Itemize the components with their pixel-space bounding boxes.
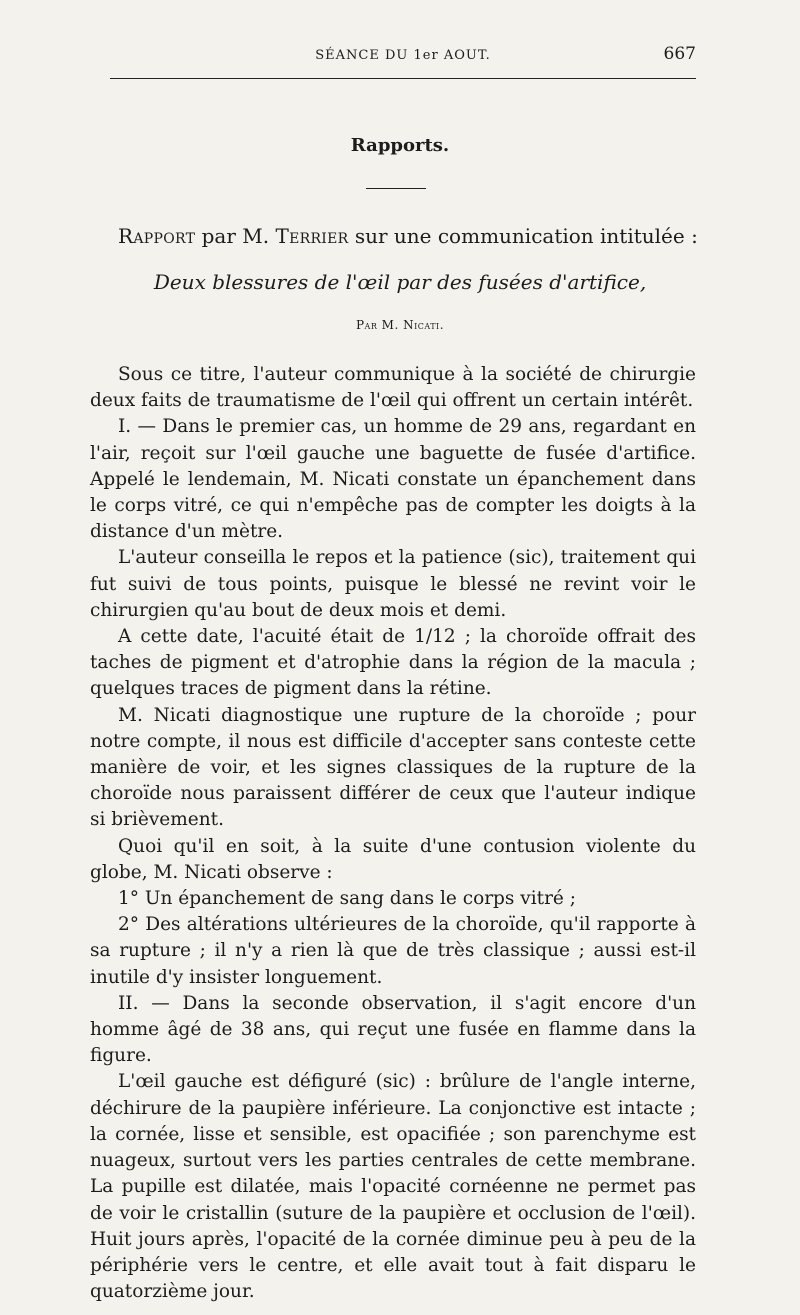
section-title: Rapports. xyxy=(350,135,450,156)
work-title: Deux blessures de l'œil par des fusées d'artifice, xyxy=(153,270,647,294)
title-divider xyxy=(366,188,426,189)
report-middle: par M. xyxy=(195,224,276,248)
paragraph: 1° Un épanchement de sang dans le corps vitré ; xyxy=(118,888,576,910)
paragraph: I. — Dans le premier cas, un homme de 29 ans, regardant en l'air, reçoit sur l'œil gauche une baguette de fusée d'artifice. Appelé le lendemain, M. Nicati constate un épanchement dans le corps vitré, ce qui n'empêche pas de compter les doigts à la distance d'un mètre. xyxy=(90,416,696,543)
page-header xyxy=(110,44,696,74)
paragraph: Quoi qu'il en soit, à la suite d'une contusion violente du globe, M. Nicati observe : xyxy=(90,835,696,883)
paragraph: II. — Dans la seconde observation, il s'agit encore d'un homme âgé de 38 ans, qui reçut une fusée en flamme dans la figure. xyxy=(90,992,696,1067)
paragraph: M. Nicati diagnostique une rupture de la choroïde ; pour notre compte, il nous est difficile d'accepter sans conteste cette manière de voir, et les signes classiques de la rupture de la choroïde nous paraissent différer de ceux que l'auteur indique si brièvement. xyxy=(90,704,696,831)
report-heading xyxy=(118,224,698,248)
running-head: SÉANCE DU 1er AOUT. xyxy=(315,48,491,63)
paragraph: L'auteur conseilla le repos et la patience (sic), traitement qui fut suivi de tous points, puisque le blessé ne revint voir le chirurgien qu'au bout de deux mois et demi. xyxy=(90,547,696,621)
report-author: Terrier xyxy=(275,224,349,248)
page-number: 667 xyxy=(663,44,696,64)
paragraph: A cette date, l'acuité était de 1/12 ; la choroïde offrait des taches de pigment et d'atrophie dans la région de la macula ; quelques traces de pigment dans la rétine. xyxy=(90,626,696,700)
body-text xyxy=(90,362,696,1305)
paragraph: L'œil gauche est défiguré (sic) : brûlure de l'angle interne, déchirure de la paupière inférieure. La conjonctive est intacte ; la cornée, lisse et sensible, est opacifiée ; son parenchyme est nuageux, surtout vers les parties centrales de cette membrane. La pupille est dilatée, mais l'opacité cornéenne ne permet pas de voir le cristallin (suture de la paupière et occlusion de l'œil). Huit jours après, l'opacité de la cornée diminue peu à peu de la périphérie vers le centre, et elle avait tout à fait disparu le quatorzième jour. xyxy=(90,1071,696,1303)
report-suffix: sur une communication intitulée : xyxy=(348,224,698,248)
paragraph: 2° Des altérations ultérieures de la choroïde, qu'il rapporte à sa rupture ; il n'y a rien là que de très classique ; aussi est-il inutile d'y insister longuement. xyxy=(90,914,696,988)
report-prefix: Rapport xyxy=(118,224,196,248)
header-rule xyxy=(110,78,696,79)
paragraph: Sous ce titre, l'auteur communique à la société de chirurgie deux faits de traumatisme de l'œil qui offrent un certain intérêt. xyxy=(90,364,696,412)
by-line: Par M. Nicati. xyxy=(355,318,445,332)
